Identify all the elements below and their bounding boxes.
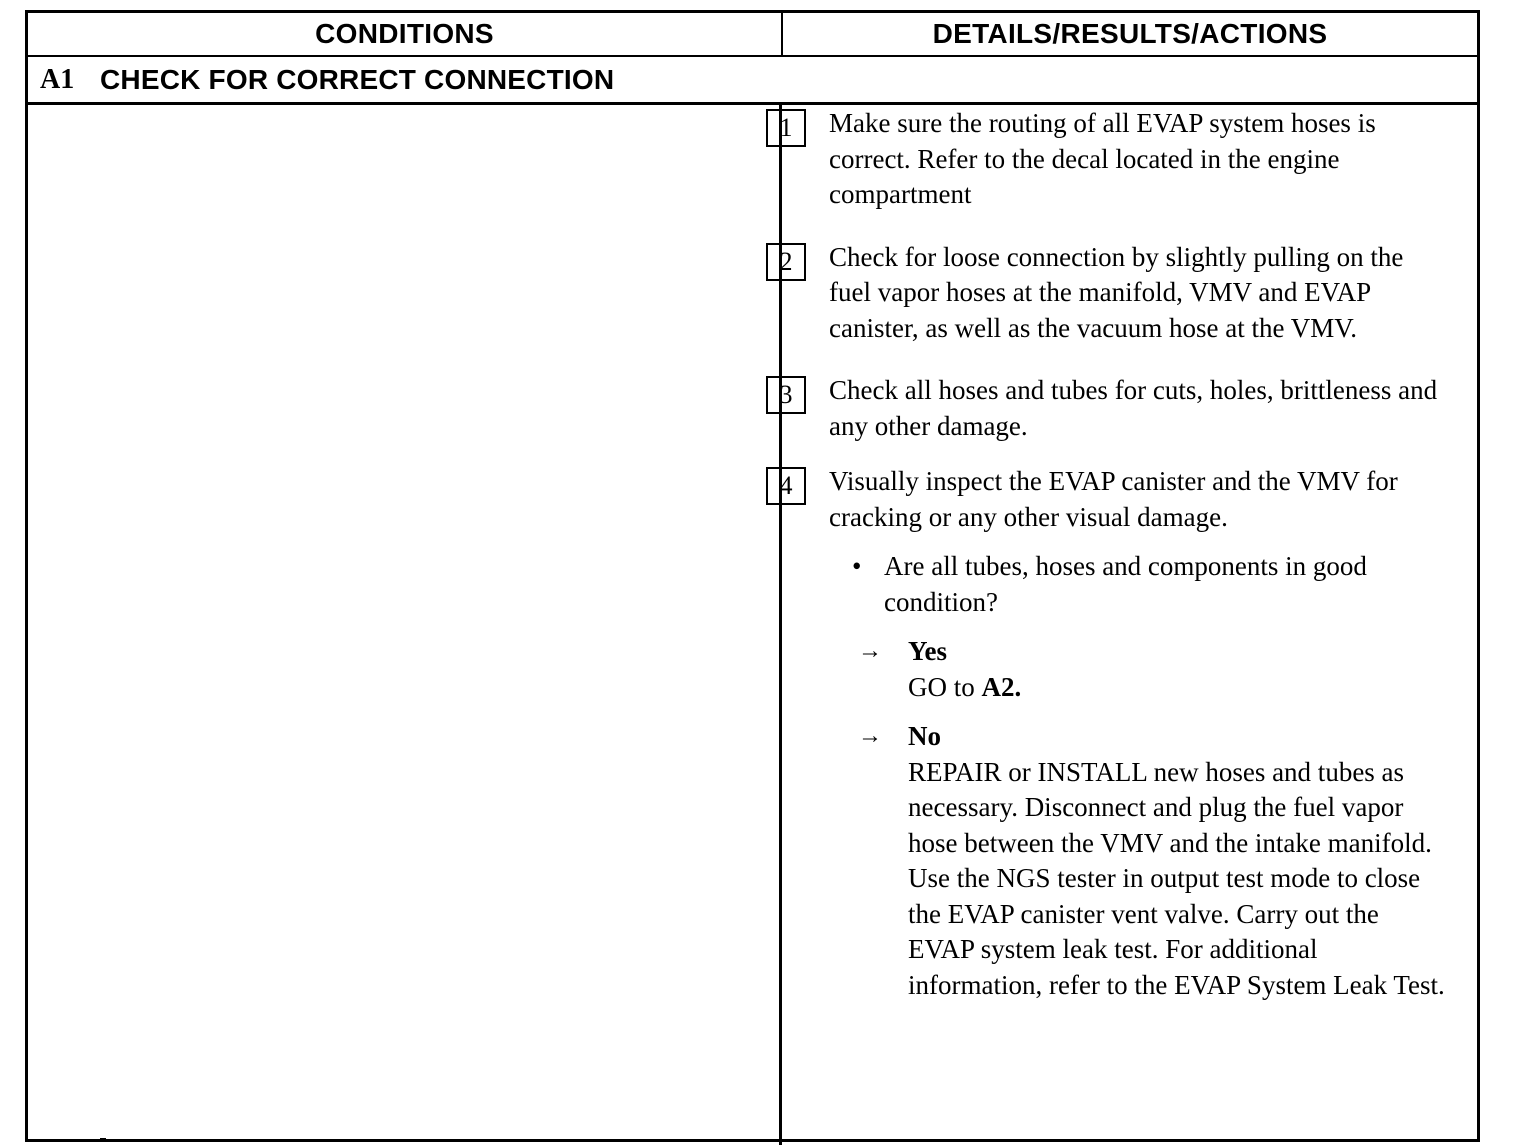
answer-yes: [764, 634, 1450, 705]
action-number-box: 1: [766, 109, 806, 147]
answer-yes-label: Yes: [908, 636, 947, 666]
answer-yes-prefix: GO to: [908, 671, 975, 702]
page-mark: [100, 1138, 106, 1141]
action-item: [764, 464, 1450, 535]
action-text: Check all hoses and tubes for cuts, holes, brittleness and any other damage.: [829, 375, 1438, 441]
step-title-row: [28, 57, 1477, 105]
answer-yes-target: A2.: [981, 671, 1022, 702]
action-number-box: 3: [766, 376, 806, 414]
answer-no-text: REPAIR or INSTALL new hoses and tubes as necessary. Disconnect and plug the fuel vapor hose between the VMV and the intake manifold. Use the NGS tester in output test mode to close the EVAP canister vent valve. Carry out the EVAP system leak test. For additional information, refer to the EVAP System Leak Test.: [908, 756, 1445, 1000]
action-text: Visually inspect the EVAP canister and the VMV for cracking or any other visual damage.: [829, 466, 1398, 532]
details-header: DETAILS/RESULTS/ACTIONS: [932, 18, 1328, 49]
arrow-right-icon: →: [858, 638, 882, 664]
bullet-icon: •: [852, 551, 862, 581]
action-text: Make sure the routing of all EVAP system hoses is correct. Refer to the decal located in the engine compartment: [829, 108, 1376, 209]
step-id: A1: [40, 63, 75, 95]
action-number-box: 2: [766, 243, 806, 281]
action-item: [764, 240, 1450, 347]
conditions-header: CONDITIONS: [28, 13, 783, 55]
answer-no: [764, 719, 1450, 1003]
details-cell: [764, 106, 1450, 1017]
action-text: Check for loose connection by slightly pulling on the fuel vapor hoses at the manifold, VMV and EVAP canister, as well as the vacuum hose at the VMV.: [829, 241, 1404, 343]
table-header-row: [28, 13, 1477, 57]
step-title: CHECK FOR CORRECT CONNECTION: [100, 63, 615, 95]
question-text: Are all tubes, hoses and components in good condition?: [884, 551, 1367, 617]
action-number-box: 4: [766, 467, 806, 505]
question-item: [764, 549, 1450, 620]
answer-no-label: No: [908, 721, 941, 751]
action-item: [764, 373, 1450, 444]
arrow-right-icon: →: [858, 723, 882, 749]
action-item: [764, 106, 1450, 213]
